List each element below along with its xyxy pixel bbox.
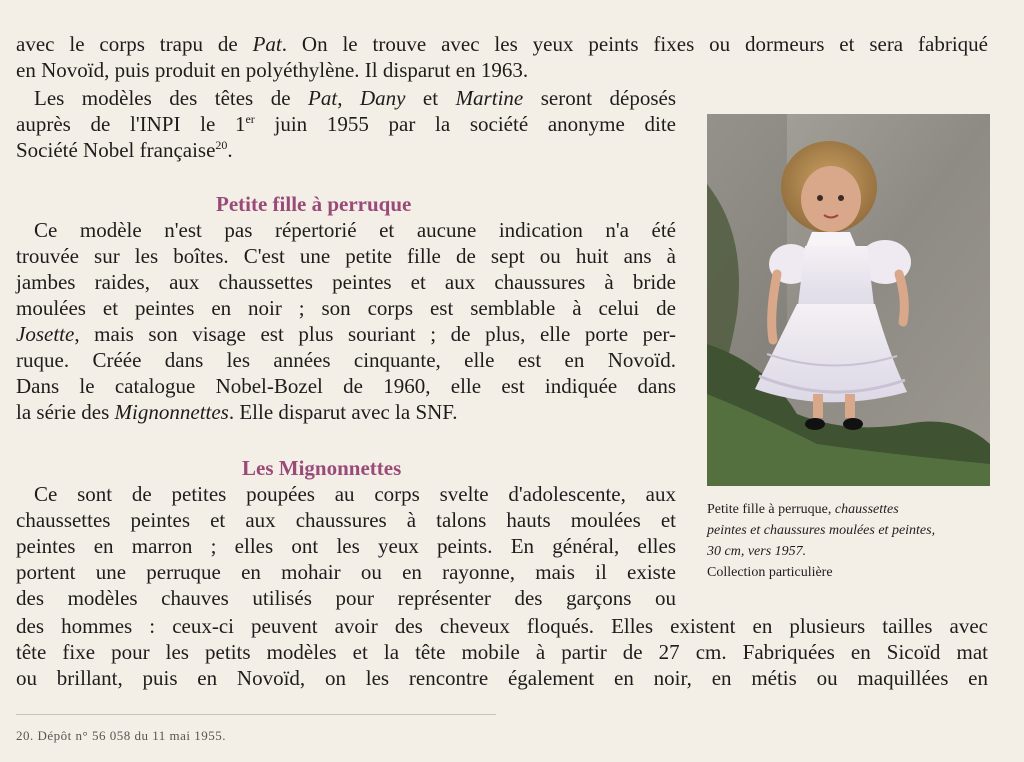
footnote: 20. Dépôt n° 56 058 du 11 mai 1955. <box>16 728 226 743</box>
photo-caption-line: Collection particulière <box>707 565 833 580</box>
text-line: peintes en marron ; elles ont les yeux peints. En général, elles <box>16 534 676 558</box>
text-line: auprès de l'INPI le 1er juin 1955 par la société anonyme dite <box>16 112 676 136</box>
text-line: avec le corps trapu de Pat. On le trouve avec les yeux peints fixes ou dormeurs et sera fabriqué <box>16 32 988 56</box>
text-line: Société Nobel française$^{20}$. <box>16 138 233 162</box>
footnote-rule <box>16 714 496 715</box>
text-line: la série des Mignonnettes. Elle disparut avec la SNF. <box>16 400 458 424</box>
text-line: ruque. Créée dans les années cinquante, elle est en Novoïd. <box>16 348 676 372</box>
text-line: Josette, mais son visage est plus souriant ; de plus, elle porte per- <box>16 322 676 346</box>
text-line: chaussettes peintes et aux chaussures à talons hauts moulées et <box>16 508 676 532</box>
text-line: ou brillant, puis en Novoïd, on les rencontre également en noir, en métis ou maquillées en <box>16 666 988 690</box>
text-line: des modèles chauves utilisés pour représenter des garçons ou <box>16 586 676 610</box>
text-line: jambes raides, aux chaussettes peintes et aux chaussures à bride <box>16 270 676 294</box>
photo-caption-line: 30 cm, vers 1957. <box>707 544 807 559</box>
text-line: moulées et peintes en noir ; son corps est semblable à celui de <box>16 296 676 320</box>
text-line: Dans le catalogue Nobel-Bozel de 1960, elle est indiquée dans <box>16 374 676 398</box>
text-line: tête fixe pour les petits modèles et la tête mobile à partir de 27 cm. Fabriquées en Sicoïd mat <box>16 640 988 664</box>
text-line: portent une perruque en mohair ou en rayonne, mais il existe <box>16 560 676 584</box>
doll-photo <box>707 114 990 486</box>
text-line: trouvée sur les boîtes. C'est une petite fille de sept ou huit ans à <box>16 244 676 268</box>
text-line: Ce sont de petites poupées au corps svelte d'adolescente, aux <box>34 482 676 506</box>
section-heading: Les Mignonnettes <box>242 456 402 480</box>
section-heading: Petite fille à perruque <box>216 192 412 216</box>
text-line: Les modèles des têtes de Pat, Dany et Martine seront déposés <box>34 86 676 110</box>
doll-illustration <box>707 114 990 486</box>
photo-caption-line: peintes et chaussures moulées et peintes, <box>707 523 936 538</box>
text-line: en Novoïd, puis produit en polyéthylène. Il disparut en 1963. <box>16 58 529 82</box>
text-line: Ce modèle n'est pas répertorié et aucune indication n'a été <box>34 218 676 242</box>
photo-caption-line: Petite fille à perruque, chaussettes <box>707 502 899 517</box>
text-line: des hommes : ceux-ci peuvent avoir des cheveux floqués. Elles existent en plusieurs tailles avec <box>16 614 988 638</box>
